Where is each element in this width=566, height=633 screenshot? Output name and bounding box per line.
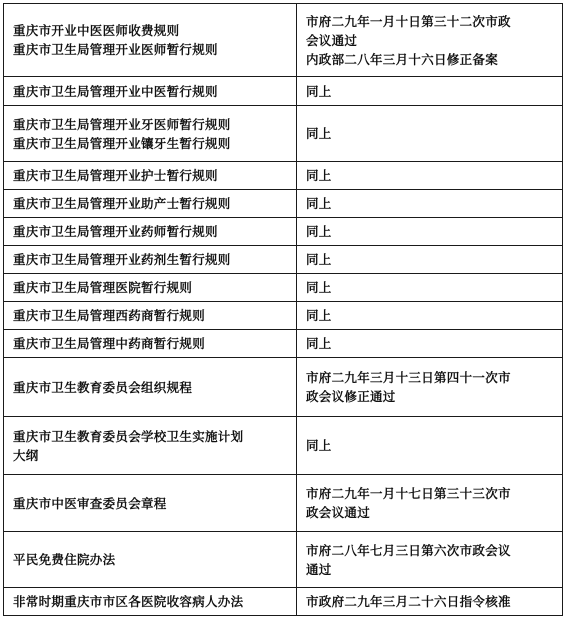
approval-note-line: 政会议修正通过 (306, 389, 396, 404)
regulation-name-line: 重庆市卫生局管理开业镶牙生暂行规则 (13, 135, 231, 151)
approval-note-line: 市府二八年七月三日第六次市政会议 (306, 542, 511, 558)
regulation-name-cell (4, 106, 297, 162)
table-row (4, 588, 563, 616)
regulation-name-line: 重庆市卫生局管理开业医师暂行规则 (13, 42, 218, 57)
regulation-name-line: 重庆市卫生局管理医院暂行规则 (13, 280, 193, 295)
regulation-name-cell (4, 475, 297, 532)
regulation-name-line: 重庆市开业中医医师收费规则 (13, 23, 180, 38)
approval-note-cell (297, 162, 563, 190)
regulations-table-body (4, 4, 563, 616)
regulation-name-line: 平民免费住院办法 (13, 552, 116, 567)
approval-note-line: 政会议通过 (306, 505, 371, 520)
approval-note-cell (297, 532, 563, 588)
approval-note-line: 同上 (306, 280, 332, 295)
regulation-name-line: 非常时期重庆市市区各医院收容病人办法 (13, 594, 244, 609)
approval-note-line: 内政部二八年三月十六日修正备案 (306, 51, 499, 67)
approval-note-line: 市府二九年一月十日第三十二次市政 (306, 13, 511, 29)
regulation-name-line: 重庆市卫生局管理中药商暂行规则 (13, 336, 206, 351)
regulation-name-line: 重庆市中医审查委员会章程 (13, 495, 167, 511)
approval-note-line: 同上 (306, 196, 332, 211)
approval-note-line: 会议通过 (306, 32, 358, 48)
approval-note-line: 同上 (306, 308, 332, 323)
approval-note-cell (297, 246, 563, 274)
regulation-name-line: 重庆市卫生教育委员会组织规程 (13, 379, 193, 395)
regulation-name-cell (4, 532, 297, 588)
regulation-name-cell (4, 274, 297, 302)
approval-note-cell (297, 588, 563, 616)
regulation-name-cell (4, 218, 297, 246)
approval-note-line: 同上 (306, 252, 332, 267)
regulation-name-cell (4, 358, 297, 417)
approval-note-line: 同上 (306, 168, 332, 183)
regulation-name-cell (4, 417, 297, 475)
regulation-name-cell (4, 330, 297, 358)
table-row (4, 218, 563, 246)
approval-note-line: 通过 (306, 561, 332, 577)
regulation-name-cell (4, 588, 297, 616)
approval-note-line: 同上 (306, 336, 332, 351)
table-row (4, 274, 563, 302)
approval-note-cell (297, 358, 563, 417)
table-row (4, 475, 563, 532)
approval-note-cell (297, 475, 563, 532)
approval-note-line: 市政府二九年三月二十六日指令核准 (306, 594, 511, 609)
table-row (4, 358, 563, 417)
regulation-name-cell (4, 162, 297, 190)
table-row (4, 302, 563, 330)
table-row (4, 330, 563, 358)
approval-note-line: 同上 (306, 438, 332, 453)
table-row (4, 246, 563, 274)
approval-note-cell (297, 330, 563, 358)
table-row (4, 190, 563, 218)
regulation-name-line: 重庆市卫生局管理开业牙医师暂行规则 (13, 116, 231, 132)
regulation-name-line: 重庆市卫生局管理开业助产士暂行规则 (13, 196, 231, 211)
table-row (4, 417, 563, 475)
regulations-table (3, 3, 563, 616)
regulation-name-line: 大纲 (13, 447, 39, 463)
approval-note-line: 同上 (306, 83, 332, 99)
regulation-name-line: 重庆市卫生教育委员会学校卫生实施计划 (13, 428, 244, 444)
regulation-name-cell (4, 4, 297, 77)
approval-note-cell (297, 274, 563, 302)
regulation-name-cell (4, 190, 297, 218)
table-row (4, 106, 563, 162)
regulation-name-line: 重庆市卫生局管理开业药师暂行规则 (13, 224, 218, 239)
approval-note-cell (297, 77, 563, 106)
regulation-name-cell (4, 77, 297, 106)
table-row (4, 4, 563, 77)
table-row (4, 77, 563, 106)
approval-note-cell (297, 190, 563, 218)
table-row (4, 162, 563, 190)
regulation-name-cell (4, 302, 297, 330)
regulation-name-line: 重庆市卫生局管理开业护士暂行规则 (13, 168, 218, 183)
regulation-name-line: 重庆市卫生局管理开业药剂生暂行规则 (13, 252, 231, 267)
table-row (4, 532, 563, 588)
approval-note-cell (297, 218, 563, 246)
approval-note-line: 市府二九年一月十七日第三十三次市 (306, 486, 511, 501)
regulation-name-line: 重庆市卫生局管理开业中医暂行规则 (13, 83, 218, 99)
regulation-name-cell (4, 246, 297, 274)
approval-note-line: 同上 (306, 126, 332, 141)
approval-note-cell (297, 106, 563, 162)
approval-note-cell (297, 417, 563, 475)
approval-note-cell (297, 302, 563, 330)
approval-note-line: 市府二九年三月十三日第四十一次市 (306, 370, 511, 385)
approval-note-line: 同上 (306, 224, 332, 239)
approval-note-cell (297, 4, 563, 77)
regulation-name-line: 重庆市卫生局管理西药商暂行规则 (13, 308, 206, 323)
